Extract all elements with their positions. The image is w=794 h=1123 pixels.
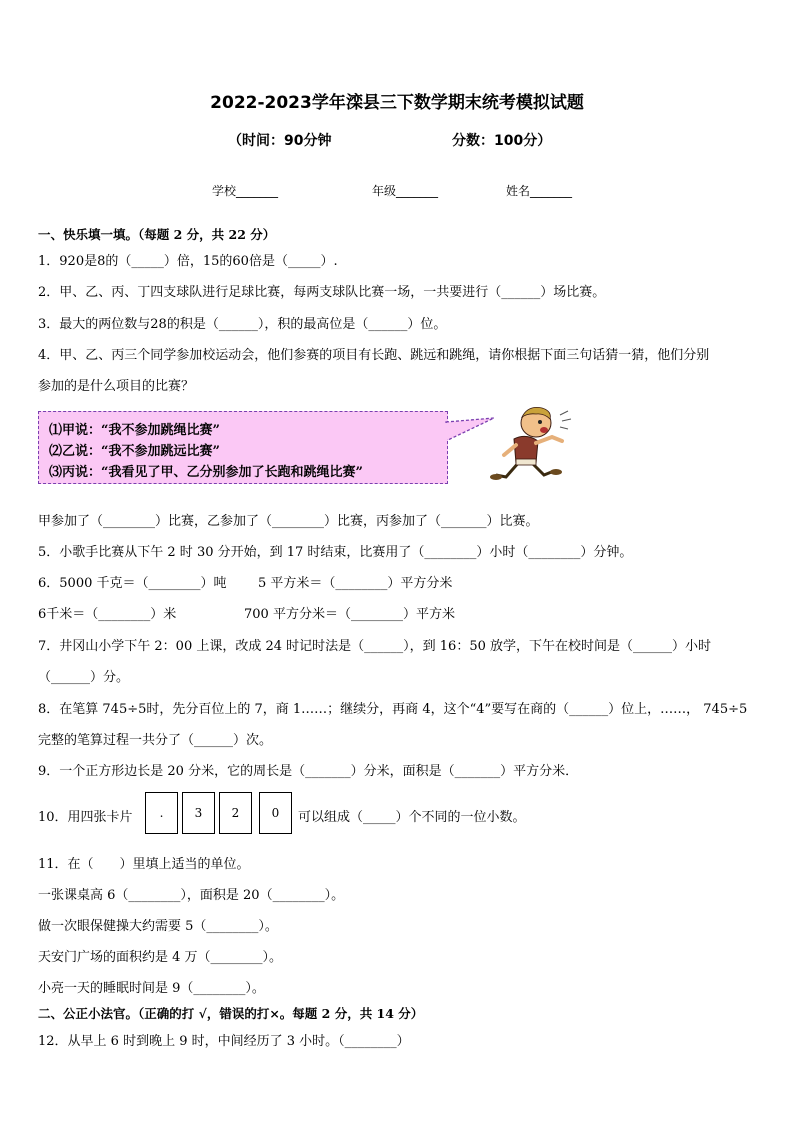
question-6-part-c: 6千米＝（________）米 [38, 607, 177, 622]
question-11-part-d: 小亮一天的睡眠时间是 9（________）。 [38, 981, 265, 996]
question-11: 11．在（ ）里填上适当的单位。 [38, 857, 250, 872]
question-8-line-1: 8．在笔算 745÷5时，先分百位上的 7，商 1……；继续分，再商 4，这个“4”要写在商的（______）位上，……， 745÷5 [38, 702, 748, 717]
question-12: 12．从早上 6 时到晚上 9 时，中间经历了 3 小时。（________） [38, 1034, 410, 1049]
section-2-heading: 二、公正小法官。（正确的打 √，错误的打×。每题 2 分，共 14 分） [38, 1006, 424, 1021]
number-card: 0 [259, 792, 292, 834]
number-card: . [145, 792, 178, 834]
section-1-heading: 一、快乐填一填。（每题 2 分，共 22 分） [38, 227, 276, 242]
number-card: 2 [219, 792, 252, 834]
school-field[interactable]: 学校_______ [212, 184, 279, 198]
question-3: 3．最大的两位数与28的积是（______），积的最高位是（______）位。 [38, 317, 447, 332]
question-9: 9．一个正方形边长是 20 分米，它的周长是（_______）分米，面积是（_______）平方分米． [38, 764, 579, 779]
question-2: 2．甲、乙、丙、丁四支球队进行足球比赛，每两支球队比赛一场，一共要进行（______）场比赛。 [38, 285, 606, 300]
question-8-line-2: 完整的笔算过程一共分了（______）次。 [38, 733, 273, 748]
speech-bubble [38, 411, 448, 484]
question-6-part-a: 6．5000 千克＝（________）吨 [38, 576, 227, 591]
question-4-line-1: 4．甲、乙、丙三个同学参加校运动会，他们参赛的项目有长跑、跳远和跳绳，请你根据下面三句话猜一猜，他们分别 [38, 348, 710, 363]
question-5: 5．小歌手比赛从下午 2 时 30 分开始，到 17 时结束，比赛用了（________）小时（________）分钟。 [38, 545, 633, 560]
question-11-part-a: 一张课桌高 6（________），面积是 20（________）。 [38, 888, 345, 903]
question-6-part-d: 700 平方分米＝（________）平方米 [244, 607, 455, 622]
question-1: 1．920是8的（_____）倍，15的60倍是（_____）. [38, 254, 338, 269]
bubble-line-2: ⑵乙说：“我不参加跳远比赛” [49, 444, 220, 459]
bubble-line-1: ⑴甲说：“我不参加跳绳比赛” [49, 423, 220, 438]
running-boy-illustration [490, 405, 574, 485]
question-4-answer: 甲参加了（________）比赛，乙参加了（________）比赛，丙参加了（_______）比赛。 [38, 514, 539, 529]
page-title: 2022-2023学年滦县三下数学期末统考模拟试题 [210, 93, 584, 113]
grade-field[interactable]: 年级_______ [372, 184, 439, 198]
number-card: 3 [182, 792, 215, 834]
score-label: 分数：100分） [452, 133, 552, 149]
question-4-line-2: 参加的是什么项目的比赛？ [38, 379, 195, 394]
question-7-line-2: （______）分。 [38, 670, 130, 685]
question-11-part-c: 天安门广场的面积约是 4 万（________）。 [38, 950, 283, 965]
bubble-line-3: ⑶丙说：“我看见了甲、乙分别参加了长跑和跳绳比赛” [49, 465, 363, 480]
question-10-suffix: 可以组成（_____）个不同的一位小数。 [298, 810, 526, 825]
question-10-prefix: 10．用四张卡片 [38, 810, 133, 825]
time-label: （时间：90分钟 [228, 133, 332, 149]
name-field[interactable]: 姓名_______ [506, 184, 573, 198]
question-6-part-b: 5 平方米＝（________）平方分米 [258, 576, 453, 591]
question-7-line-1: 7．井冈山小学下午 2：00 上课，改成 24 时记时法是（______），到 16：50 放学，下午在校时间是（______）小时 [38, 639, 712, 654]
speech-bubble-tail [444, 416, 496, 444]
question-11-part-b: 做一次眼保健操大约需要 5（________）。 [38, 919, 278, 934]
